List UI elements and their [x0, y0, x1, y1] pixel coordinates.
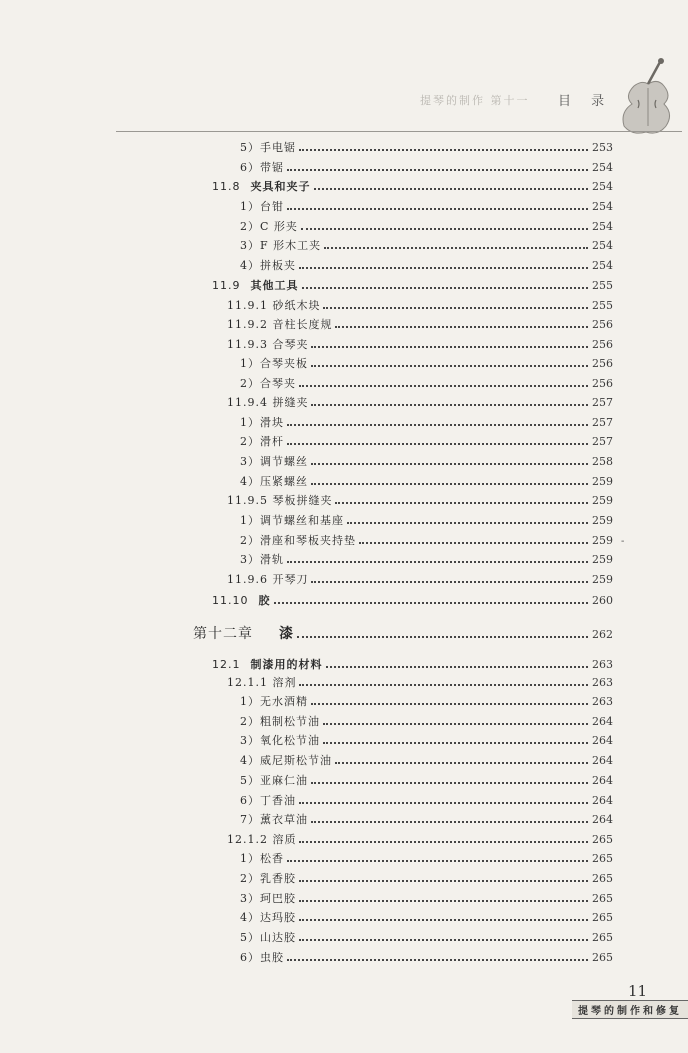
toc-label: 1）无水酒精 — [240, 695, 308, 708]
toc-page-number: 263 — [592, 676, 613, 689]
toc-label: 2）合琴夹 — [240, 377, 296, 390]
toc-title: 其他工具 — [250, 279, 299, 292]
toc-page-number: 264 — [592, 774, 613, 787]
toc-label: 4）达玛胶 — [240, 911, 296, 924]
toc-entry — [240, 948, 613, 967]
toc-entry — [240, 354, 613, 373]
dot-leader — [301, 228, 588, 230]
toc-page-number: 254 — [592, 220, 613, 233]
dot-leader — [326, 666, 589, 668]
toc-label: 2）乳香胶 — [240, 872, 296, 885]
toc-heading — [212, 276, 302, 295]
toc-page-number: 256 — [592, 377, 613, 390]
toc-entry — [240, 374, 613, 393]
toc-entry — [240, 452, 613, 471]
dot-leader — [335, 326, 588, 328]
dot-leader — [302, 287, 589, 289]
dot-leader — [323, 742, 588, 744]
violin-icon — [618, 56, 676, 136]
toc-label: 2）粗制松节油 — [240, 715, 320, 728]
toc-entry — [227, 673, 613, 692]
dot-leader — [299, 900, 588, 902]
dot-leader — [311, 581, 588, 583]
toc-page-number: 254 — [592, 161, 613, 174]
header-title: 目 录 — [558, 94, 613, 109]
toc-label: 1）台钳 — [240, 200, 284, 213]
toc-heading — [212, 591, 274, 610]
toc-page-number: 259 — [592, 553, 613, 566]
toc-label: 12.1.2 溶质 — [227, 833, 297, 846]
toc-page-number: 265 — [592, 931, 613, 944]
toc-entry — [240, 511, 613, 530]
toc-page-number: 259 — [592, 475, 613, 488]
dot-leader — [287, 208, 588, 210]
dot-leader — [287, 443, 588, 445]
toc-label: 11.9.2 音柱长度规 — [227, 318, 333, 331]
dot-leader — [274, 602, 589, 604]
toc-number: 12.1 — [212, 658, 241, 671]
toc-entry — [240, 138, 613, 157]
toc-entry — [240, 413, 613, 432]
toc-page-number: 259 — [592, 494, 613, 507]
toc-label: 11.9.4 拼缝夹 — [227, 396, 309, 409]
toc-page-number: 263 — [592, 695, 613, 708]
toc-label: 5）亚麻仁油 — [240, 774, 308, 787]
toc-page-number: 256 — [592, 318, 613, 331]
stray-mark: - — [621, 536, 625, 547]
toc-page-number: 256 — [592, 338, 613, 351]
toc-heading — [212, 177, 314, 196]
toc-label: 11.9.1 砂纸木块 — [227, 299, 321, 312]
toc-page-number: 260 — [592, 594, 613, 607]
header-rule — [116, 131, 682, 132]
toc-label: 2）滑座和琴板夹持垫 — [240, 534, 356, 547]
header-faint-text: 提琴的制作 第十一 — [420, 94, 530, 107]
dot-leader — [335, 762, 588, 764]
toc-label: 3）氧化松节油 — [240, 734, 320, 747]
dot-leader — [311, 483, 588, 485]
toc-page-number: 253 — [592, 141, 613, 154]
dot-leader — [311, 821, 588, 823]
toc-entry — [227, 491, 613, 510]
toc-label: 1）松香 — [240, 852, 284, 865]
dot-leader — [299, 841, 588, 843]
toc-page-number: 262 — [592, 628, 613, 641]
toc-entry — [240, 158, 613, 177]
toc-label: 5）山达胶 — [240, 931, 296, 944]
toc-entry — [240, 531, 613, 550]
toc-label: 1）滑块 — [240, 416, 284, 429]
footer-book-title: 提琴的制作和修复 — [578, 1006, 682, 1017]
toc-label: 11.9.6 开琴刀 — [227, 573, 309, 586]
toc-entry — [240, 731, 613, 750]
toc-title: 制漆用的材料 — [250, 658, 323, 671]
toc-title: 胶 — [258, 594, 271, 607]
toc-entry — [227, 296, 613, 315]
toc-page-number: 258 — [592, 455, 613, 468]
toc-label: 5）手电锯 — [240, 141, 296, 154]
toc-page-number: 265 — [592, 852, 613, 865]
toc-label: 12.1.1 溶剂 — [227, 676, 297, 689]
toc-entry — [227, 393, 613, 412]
dot-leader — [287, 860, 588, 862]
footer-band — [572, 1000, 688, 1019]
toc-entry — [240, 217, 613, 236]
dot-leader — [287, 424, 588, 426]
toc-number: 11.9 — [212, 279, 241, 292]
toc-label: 3）F 形木工夹 — [240, 239, 322, 252]
toc-label: 4）压紧螺丝 — [240, 475, 308, 488]
dot-leader — [359, 542, 588, 544]
toc-page-number: 264 — [592, 794, 613, 807]
toc-entry — [240, 908, 613, 927]
dot-leader — [311, 703, 588, 705]
toc-label: 7）薰衣草油 — [240, 813, 308, 826]
toc-entry — [240, 810, 613, 829]
dot-leader — [324, 247, 588, 249]
toc-entry — [240, 692, 613, 711]
toc-entry — [240, 712, 613, 731]
toc-entry — [240, 197, 613, 216]
toc-title: 夹具和夹子 — [250, 180, 311, 193]
toc-label: 3）滑轨 — [240, 553, 284, 566]
toc-label: 1）合琴夹板 — [240, 357, 308, 370]
toc-page-number: 254 — [592, 239, 613, 252]
toc-entry — [240, 889, 613, 908]
toc-entry — [240, 869, 613, 888]
toc-page-number: 257 — [592, 396, 613, 409]
toc-label: 11.9.5 琴板拼缝夹 — [227, 494, 333, 507]
dot-leader — [297, 636, 588, 638]
toc-heading — [193, 621, 297, 647]
toc-entry — [240, 472, 613, 491]
toc-number: 11.10 — [212, 594, 249, 607]
toc-page-number: 257 — [592, 416, 613, 429]
dot-leader — [299, 267, 588, 269]
dot-leader — [299, 802, 588, 804]
toc-entry — [212, 591, 613, 610]
toc-page-number: 254 — [592, 200, 613, 213]
toc-entry — [227, 315, 613, 334]
toc-page-number: 254 — [592, 259, 613, 272]
toc-label: 6）丁香油 — [240, 794, 296, 807]
toc-entry — [240, 550, 613, 569]
toc-number: 第十二章 — [193, 626, 253, 642]
toc-entry — [227, 570, 613, 589]
dot-leader — [311, 782, 588, 784]
toc-entry — [240, 432, 613, 451]
dot-leader — [311, 404, 588, 406]
toc-page-number: 259 — [592, 573, 613, 586]
toc-page-number: 257 — [592, 435, 613, 448]
toc-entry — [227, 335, 613, 354]
toc-entry — [240, 771, 613, 790]
toc-label: 6）虫胶 — [240, 951, 284, 964]
dot-leader — [311, 463, 588, 465]
toc-label: 11.9.3 合琴夹 — [227, 338, 309, 351]
toc-page-number: 265 — [592, 892, 613, 905]
dot-leader — [323, 723, 588, 725]
toc-entry — [240, 751, 613, 770]
toc-page-number: 265 — [592, 833, 613, 846]
toc-page-number: 265 — [592, 872, 613, 885]
toc-label: 3）珂巴胶 — [240, 892, 296, 905]
dot-leader — [299, 939, 588, 941]
toc-entry — [240, 256, 613, 275]
dot-leader — [299, 880, 588, 882]
dot-leader — [311, 365, 588, 367]
toc-page-number: 264 — [592, 754, 613, 767]
toc-number: 11.8 — [212, 180, 241, 193]
toc-entry — [212, 177, 613, 196]
dot-leader — [323, 307, 588, 309]
toc-entry — [193, 621, 613, 647]
toc-entry — [212, 276, 613, 295]
toc-page-number: 264 — [592, 813, 613, 826]
toc-entry — [240, 849, 613, 868]
dot-leader — [299, 684, 588, 686]
toc-title: 漆 — [279, 626, 294, 642]
toc-entry — [240, 928, 613, 947]
toc-entry — [227, 830, 613, 849]
dot-leader — [287, 561, 588, 563]
toc-page-number: 255 — [592, 279, 613, 292]
toc-page-number: 265 — [592, 951, 613, 964]
toc-entry — [240, 791, 613, 810]
toc-label: 4）威尼斯松节油 — [240, 754, 332, 767]
toc-page-number: 256 — [592, 357, 613, 370]
toc-page-number: 264 — [592, 734, 613, 747]
toc-heading — [212, 655, 326, 674]
toc-label: 2）滑杆 — [240, 435, 284, 448]
toc-label: 1）调节螺丝和基座 — [240, 514, 344, 527]
dot-leader — [311, 346, 588, 348]
toc-page-number: 255 — [592, 299, 613, 312]
toc-page-number: 264 — [592, 715, 613, 728]
toc-page-number: 263 — [592, 658, 613, 671]
toc-label: 4）拼板夹 — [240, 259, 296, 272]
dot-leader — [287, 169, 588, 171]
dot-leader — [299, 385, 588, 387]
running-header — [0, 86, 688, 126]
dot-leader — [299, 919, 588, 921]
page-number: 11 — [628, 982, 648, 1000]
toc-page-number: 259 — [592, 514, 613, 527]
toc-label: 2）C 形夹 — [240, 220, 298, 233]
toc-entry — [240, 236, 613, 255]
toc-page-number: 265 — [592, 911, 613, 924]
dot-leader — [335, 502, 588, 504]
dot-leader — [347, 522, 588, 524]
toc-label: 3）调节螺丝 — [240, 455, 308, 468]
toc-page-number: 254 — [592, 180, 613, 193]
dot-leader — [314, 188, 589, 190]
dot-leader — [299, 149, 588, 151]
toc-page-number: 259 — [592, 534, 613, 547]
toc-label: 6）带锯 — [240, 161, 284, 174]
toc-entry — [212, 655, 613, 674]
dot-leader — [287, 959, 588, 961]
